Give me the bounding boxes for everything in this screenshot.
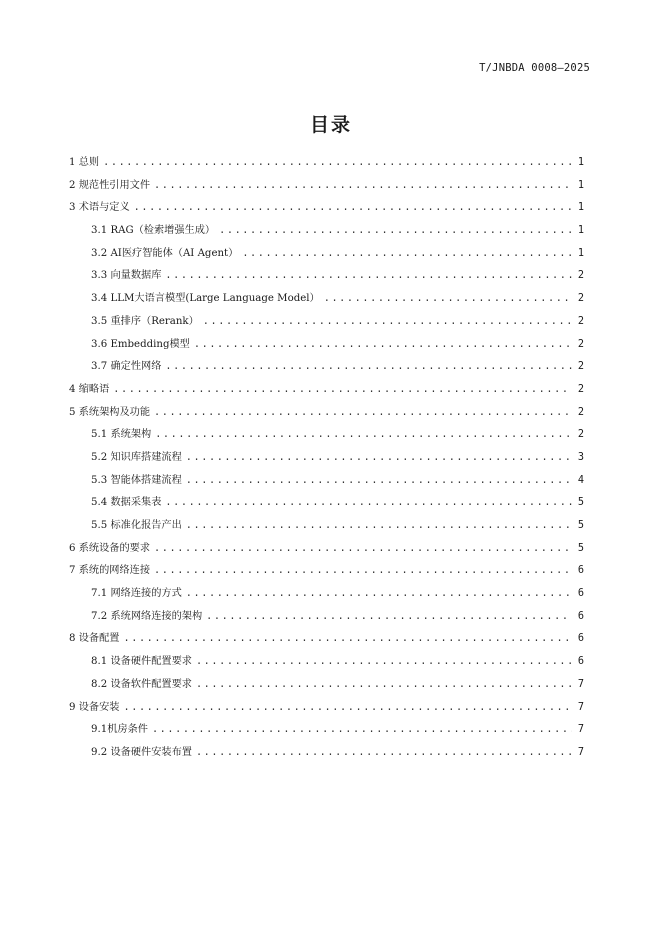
toc-dot-leader <box>186 515 572 538</box>
toc-entry[interactable] <box>69 311 584 334</box>
toc-entry[interactable] <box>69 674 584 697</box>
toc-entry[interactable] <box>69 606 584 629</box>
toc-entry[interactable] <box>69 492 584 515</box>
toc-entry[interactable] <box>69 447 584 470</box>
toc-entry[interactable] <box>69 379 584 402</box>
toc-entry[interactable] <box>69 628 584 651</box>
toc-entry-label: 5.2 知识库搭建流程 <box>91 451 182 463</box>
toc-entry-label: 7.1 网络连接的方式 <box>91 588 182 600</box>
toc-dot-leader <box>134 197 572 220</box>
toc-entry[interactable] <box>69 424 584 447</box>
toc-entry[interactable] <box>69 334 584 357</box>
toc-entry[interactable] <box>69 220 584 243</box>
toc-entry-label: 9 设备安装 <box>69 701 120 713</box>
toc-entry[interactable] <box>69 175 584 198</box>
toc-entry-page-number: 2 <box>577 406 584 418</box>
toc-entry-page-number: 7 <box>577 724 584 736</box>
toc-entry-label: 3.4 LLM大语言模型(Large Language Model） <box>91 293 320 305</box>
toc-entry[interactable] <box>69 152 584 175</box>
toc-dot-leader <box>152 719 572 742</box>
toc-entry-label: 9.1机房条件 <box>91 724 148 736</box>
toc-entry-label: 3.1 RAG（检索增强生成） <box>91 225 216 237</box>
toc-entry-page-number: 2 <box>577 293 584 305</box>
toc-dot-leader <box>155 424 572 447</box>
toc-entry-page-number: 2 <box>577 270 584 282</box>
toc-entry-page-number: 2 <box>577 383 584 395</box>
toc-dot-leader <box>123 628 572 651</box>
toc-entry-page-number: 7 <box>577 701 584 713</box>
toc-entry-label: 5.3 智能体搭建流程 <box>91 474 182 486</box>
toc-entry-page-number: 5 <box>577 497 584 509</box>
toc-entry[interactable] <box>69 288 584 311</box>
toc-entry[interactable] <box>69 651 584 674</box>
toc-entry-label: 3.5 重排序（Rerank） <box>91 315 199 327</box>
toc-entry-label: 3 术语与定义 <box>69 202 130 214</box>
toc-entry-label: 5.4 数据采集表 <box>91 497 162 509</box>
toc-dot-leader <box>154 538 572 561</box>
toc-entry-page-number: 7 <box>577 678 584 690</box>
toc-entry-label: 8 设备配置 <box>69 633 120 645</box>
toc-entry[interactable] <box>69 719 584 742</box>
toc-dot-leader <box>165 492 572 515</box>
toc-entry-label: 7.2 系统网络连接的架构 <box>91 610 203 622</box>
toc-entry-page-number: 2 <box>577 338 584 350</box>
toc-entry[interactable] <box>69 356 584 379</box>
toc-dot-leader <box>196 742 572 765</box>
toc-entry-page-number: 6 <box>577 588 584 600</box>
toc-entry[interactable] <box>69 742 584 765</box>
toc-entry-label: 5.5 标准化报告产出 <box>91 520 182 531</box>
toc-entry[interactable] <box>69 402 584 425</box>
toc-entry-page-number: 6 <box>577 633 584 645</box>
toc-entry-label: 7 系统的网络连接 <box>69 565 151 577</box>
toc-dot-leader <box>123 697 572 720</box>
toc-entry-page-number: 3 <box>577 451 584 463</box>
toc-entry-label: 6 系统设备的要求 <box>69 542 151 554</box>
toc-entry-label: 5.1 系统架构 <box>91 429 152 441</box>
toc-entry[interactable] <box>69 583 584 606</box>
toc-entry-label: 3.3 向量数据库 <box>91 270 162 282</box>
toc-entry-label: 4 缩略语 <box>69 383 110 395</box>
toc-entry-label: 1 总则 <box>69 157 100 168</box>
toc-entry-label: 9.2 设备硬件安装布置 <box>91 746 192 758</box>
toc-entry-page-number: 1 <box>577 225 584 237</box>
toc-entry[interactable] <box>69 243 584 266</box>
toc-dot-leader <box>324 288 572 311</box>
toc-dot-leader <box>186 470 572 493</box>
toc-dot-leader <box>203 311 572 334</box>
toc-entry-page-number: 5 <box>577 542 584 554</box>
toc-entry-page-number: 2 <box>577 361 584 373</box>
toc-entry-page-number: 1 <box>577 157 584 168</box>
toc-dot-leader <box>165 265 572 288</box>
toc-entry-label: 8.1 设备硬件配置要求 <box>91 656 192 668</box>
toc-entry-label: 3.6 Embedding模型 <box>91 338 190 350</box>
toc-dot-leader <box>194 334 572 357</box>
toc-dot-leader <box>186 447 572 470</box>
toc-dot-leader <box>186 583 572 606</box>
toc-entry[interactable] <box>69 515 584 538</box>
toc-dot-leader <box>103 152 572 175</box>
toc-dot-leader <box>196 651 572 674</box>
toc-entry-page-number: 6 <box>577 565 584 577</box>
toc-entry[interactable] <box>69 470 584 493</box>
toc-entry-page-number: 2 <box>577 315 584 327</box>
page-title: 目录 <box>309 114 352 136</box>
toc-dot-leader <box>206 606 572 629</box>
toc-entry-page-number: 1 <box>577 247 584 259</box>
toc-entry-label: 8.2 设备软件配置要求 <box>91 678 192 690</box>
toc-entry[interactable] <box>69 265 584 288</box>
toc-dot-leader <box>154 175 572 198</box>
toc-dot-leader <box>165 356 572 379</box>
toc-entry-label: 5 系统架构及功能 <box>69 406 151 418</box>
toc-entry[interactable] <box>69 197 584 220</box>
toc-entry-page-number: 1 <box>577 179 584 191</box>
toc-entry[interactable] <box>69 560 584 583</box>
toc-dot-leader <box>113 379 572 402</box>
toc-entry-page-number: 1 <box>577 202 584 214</box>
toc-entry-page-number: 2 <box>577 429 584 441</box>
toc-entry-label: 3.2 AI医疗智能体（AI Agent） <box>91 247 239 259</box>
toc-dot-leader <box>196 674 572 697</box>
toc-dot-leader <box>219 220 572 243</box>
toc-entry-page-number: 7 <box>577 746 584 758</box>
toc-entry[interactable] <box>69 697 584 720</box>
toc-dot-leader <box>242 243 572 266</box>
toc-dot-leader <box>154 402 572 425</box>
table-of-contents <box>69 152 584 765</box>
toc-entry-page-number: 6 <box>577 656 584 668</box>
toc-entry-label: 2 规范性引用文件 <box>69 179 151 191</box>
toc-entry-page-number: 4 <box>577 474 584 486</box>
toc-entry-label: 3.7 确定性网络 <box>91 361 162 373</box>
toc-dot-leader <box>154 560 572 583</box>
document-code: T/JNBDA 0008—2025 <box>479 62 590 74</box>
toc-entry-page-number: 5 <box>577 520 584 531</box>
toc-entry-page-number: 6 <box>577 610 584 622</box>
toc-entry[interactable] <box>69 538 584 561</box>
